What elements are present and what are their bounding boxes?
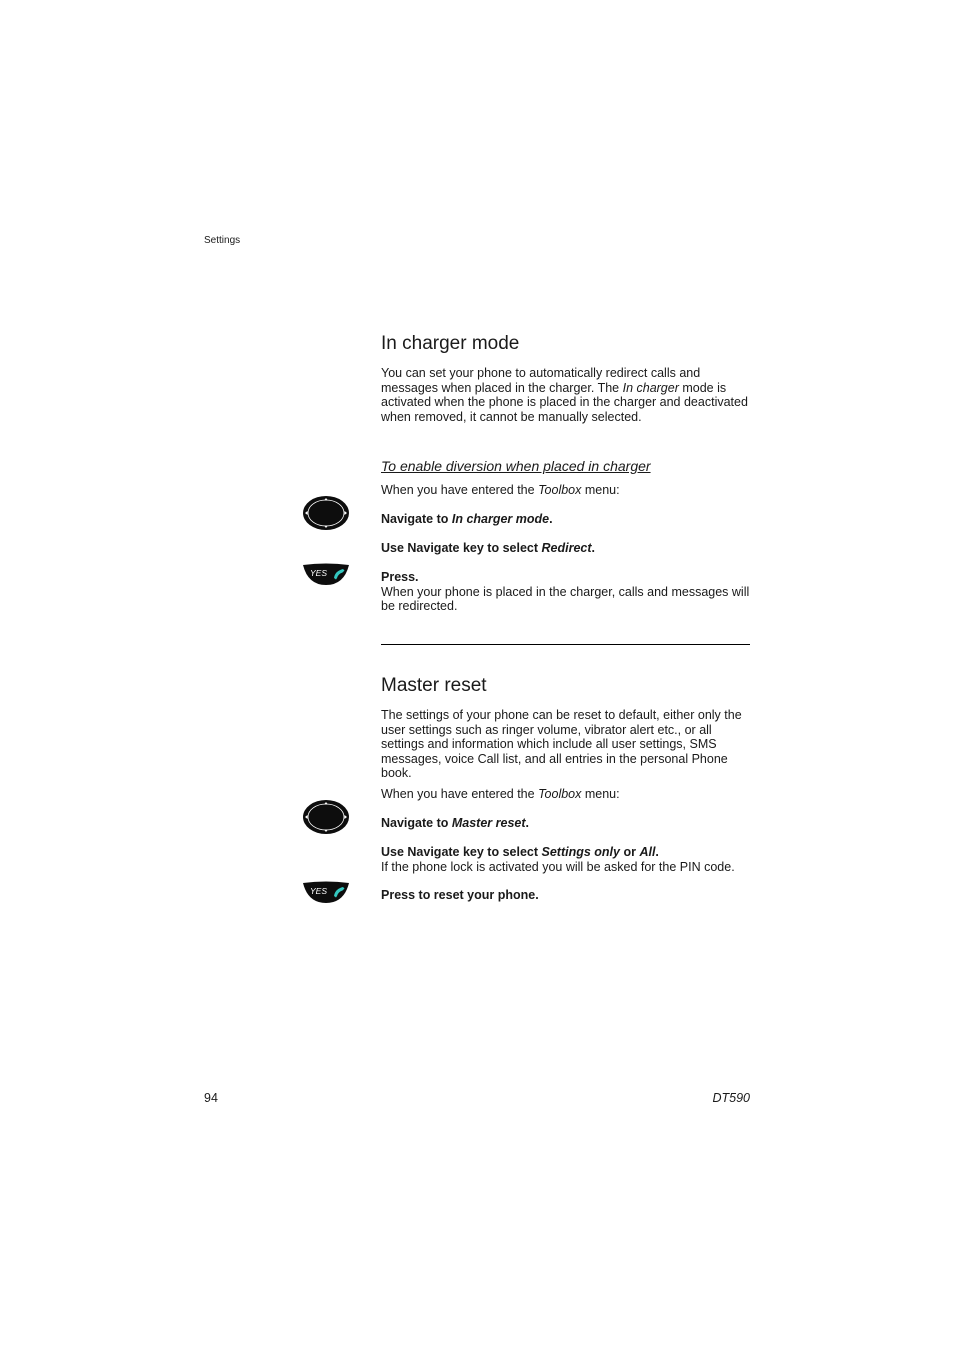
- charger-step-press: [381, 570, 753, 614]
- entered-text-end: menu:: [581, 787, 620, 801]
- step-menu-item: Master reset: [451, 816, 526, 830]
- charger-step-select: [381, 541, 753, 556]
- charger-intro-text-end: mode is activated when the phone is placed in the charger and deactivated when removed, it cannot be manually selected.: [381, 380, 748, 424]
- navigate-key-icon: [302, 495, 350, 531]
- reset-step-navigate: [381, 816, 753, 831]
- step-text-end: .: [591, 541, 596, 555]
- step-option: Redirect: [541, 541, 592, 555]
- reset-entered-toolbox: [381, 787, 753, 802]
- charger-intro: [381, 366, 753, 424]
- yes-key-icon: [302, 563, 350, 586]
- charger-subheading: To enable diversion when placed in charger: [381, 458, 651, 474]
- step-menu-item: In charger mode: [451, 512, 550, 526]
- entered-emphasis: Toolbox: [538, 483, 582, 497]
- step-option-all: All: [639, 845, 656, 859]
- yes-key-label: YES: [310, 568, 328, 578]
- yes-key-icon: [302, 881, 350, 904]
- section-divider: [381, 644, 750, 645]
- step-text: Use Navigate key to select: [381, 845, 542, 859]
- section-title-charger: In charger mode: [381, 333, 520, 354]
- charger-step-navigate: [381, 512, 753, 527]
- step-text-end: .: [655, 845, 659, 859]
- reset-intro: The settings of your phone can be reset to default, either only the user settings such as ringer volume, vibrator alert etc., or all settings and information which include all user settings, SMS messages, voice Call list, and all entries in the personal Phone book.: [381, 708, 742, 780]
- step-text: Navigate to: [381, 816, 452, 830]
- step-text-or: or: [619, 845, 640, 859]
- step-press-title: Press.: [381, 570, 419, 584]
- entered-emphasis: Toolbox: [538, 787, 582, 801]
- running-header: Settings: [204, 235, 241, 246]
- entered-text: When you have entered the: [381, 483, 539, 497]
- navigate-key-icon: [302, 799, 350, 835]
- charger-entered-toolbox: [381, 483, 753, 498]
- charger-intro-text: You can set your phone to automatically redirect calls and messages when placed in the charger. The: [381, 366, 701, 395]
- yes-key-label: YES: [310, 886, 328, 896]
- step-option-settings-only: Settings only: [541, 845, 620, 859]
- model-name: DT590: [712, 1091, 750, 1105]
- step-press-description: When your phone is placed in the charger, calls and messages will be redirected.: [381, 584, 750, 613]
- step-text: Navigate to: [381, 512, 452, 526]
- charger-intro-emphasis: In charger: [622, 380, 679, 395]
- step-text-end: .: [525, 816, 529, 830]
- reset-step-select: [381, 845, 753, 874]
- step-text: Use Navigate key to select: [381, 541, 542, 555]
- reset-step-press: Press to reset your phone.: [381, 888, 539, 902]
- page-number: 94: [204, 1091, 218, 1105]
- section-title-reset: Master reset: [381, 675, 487, 696]
- entered-text-end: menu:: [581, 483, 620, 497]
- step-select-description: If the phone lock is activated you will be asked for the PIN code.: [381, 859, 735, 874]
- step-text-end: .: [549, 512, 553, 526]
- entered-text: When you have entered the: [381, 787, 539, 801]
